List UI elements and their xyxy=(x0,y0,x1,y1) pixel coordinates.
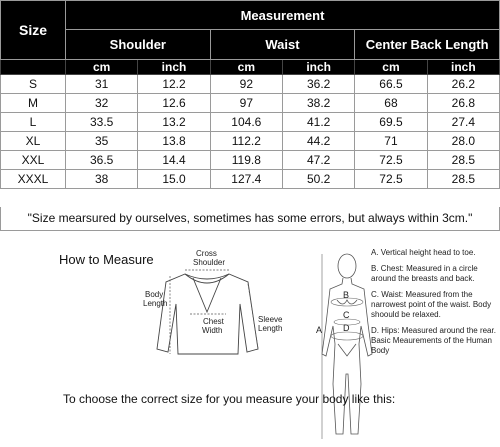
unit-cell: inch xyxy=(282,60,354,75)
value-cell: 104.6 xyxy=(210,113,282,132)
unit-cell: cm xyxy=(210,60,282,75)
value-cell: 26.2 xyxy=(427,75,499,94)
value-cell: 33.5 xyxy=(66,113,138,132)
value-cell: 66.5 xyxy=(355,75,427,94)
value-cell: 35 xyxy=(66,132,138,151)
value-cell: 12.2 xyxy=(138,75,210,94)
table-row xyxy=(1,151,500,170)
measure-caption: To choose the correct size for you measure your body like this: xyxy=(63,392,396,406)
measurement-notes xyxy=(371,248,497,362)
size-chart-table xyxy=(0,0,500,189)
value-cell: 36.5 xyxy=(66,151,138,170)
value-cell: 38.2 xyxy=(282,94,354,113)
value-cell: 13.2 xyxy=(138,113,210,132)
note-a: A. Vertical height head to toe. xyxy=(371,248,476,257)
value-cell: 112.2 xyxy=(210,132,282,151)
value-cell: 32 xyxy=(66,94,138,113)
size-column-header: Size xyxy=(1,1,66,60)
chest-width-label-2: Width xyxy=(202,326,223,335)
size-cell: XXXL xyxy=(1,170,66,189)
note-b: B. Chest: Measured in a circle around the breasts and back. xyxy=(371,264,478,283)
value-cell: 31 xyxy=(66,75,138,94)
table-row xyxy=(1,94,500,113)
value-cell: 12.6 xyxy=(138,94,210,113)
value-cell: 38 xyxy=(66,170,138,189)
value-cell: 47.2 xyxy=(282,151,354,170)
size-cell: M xyxy=(1,94,66,113)
sleeve-length-label-2: Length xyxy=(258,324,283,333)
unit-cell: cm xyxy=(355,60,427,75)
measurement-header: Measurement xyxy=(66,1,500,30)
size-cell: XL xyxy=(1,132,66,151)
letter-d: D xyxy=(343,323,350,333)
unit-cell-blank xyxy=(1,60,66,75)
value-cell: 14.4 xyxy=(138,151,210,170)
shoulder-header: Shoulder xyxy=(66,30,211,60)
value-cell: 69.5 xyxy=(355,113,427,132)
how-to-measure-title: How to Measure xyxy=(59,252,154,267)
size-cell: L xyxy=(1,113,66,132)
value-cell: 41.2 xyxy=(282,113,354,132)
letter-b: B xyxy=(343,290,350,300)
chest-width-label-1: Chest xyxy=(203,317,224,326)
size-cell: S xyxy=(1,75,66,94)
unit-row xyxy=(1,60,500,75)
value-cell: 127.4 xyxy=(210,170,282,189)
value-cell: 71 xyxy=(355,132,427,151)
value-cell: 27.4 xyxy=(427,113,499,132)
value-cell: 50.2 xyxy=(282,170,354,189)
note-c: C. Waist: Measured from the narrowest point of the waist. Body shoould be relaxed. xyxy=(371,290,492,319)
table-row xyxy=(1,170,500,189)
center-back-length-header: Center Back Length xyxy=(355,30,500,60)
table-row xyxy=(1,132,500,151)
waist-header: Waist xyxy=(210,30,355,60)
unit-cell: cm xyxy=(66,60,138,75)
cross-shoulder-label-2: Shoulder xyxy=(193,258,226,267)
value-cell: 28.0 xyxy=(427,132,499,151)
value-cell: 72.5 xyxy=(355,151,427,170)
body-figure xyxy=(322,254,372,434)
body-length-label-1: Body xyxy=(145,290,164,299)
note-d: D. Hips: Measured around the rear. Basic Meaurements of the Human Body xyxy=(371,326,496,355)
value-cell: 119.8 xyxy=(210,151,282,170)
value-cell: 28.5 xyxy=(427,170,499,189)
value-cell: 68 xyxy=(355,94,427,113)
value-cell: 26.8 xyxy=(427,94,499,113)
table-row xyxy=(1,75,500,94)
unit-cell: inch xyxy=(427,60,499,75)
value-cell: 72.5 xyxy=(355,170,427,189)
sleeve-length-label-1: Sleeve xyxy=(258,315,283,324)
value-cell: 92 xyxy=(210,75,282,94)
letter-c: C xyxy=(343,310,350,320)
hips-line xyxy=(331,332,363,340)
body-length-label-2: Length xyxy=(143,299,168,308)
unit-cell: inch xyxy=(138,60,210,75)
cross-shoulder-label-1: Cross xyxy=(196,249,217,258)
value-cell: 28.5 xyxy=(427,151,499,170)
value-cell: 36.2 xyxy=(282,75,354,94)
value-cell: 15.0 xyxy=(138,170,210,189)
value-cell: 13.8 xyxy=(138,132,210,151)
table-row xyxy=(1,113,500,132)
letter-a: A xyxy=(316,325,323,335)
measurement-note: "Size mearsured by ourselves, sometimes has some errors, but always within 3cm." xyxy=(0,207,500,231)
value-cell: 97 xyxy=(210,94,282,113)
value-cell: 44.2 xyxy=(282,132,354,151)
size-cell: XXL xyxy=(1,151,66,170)
